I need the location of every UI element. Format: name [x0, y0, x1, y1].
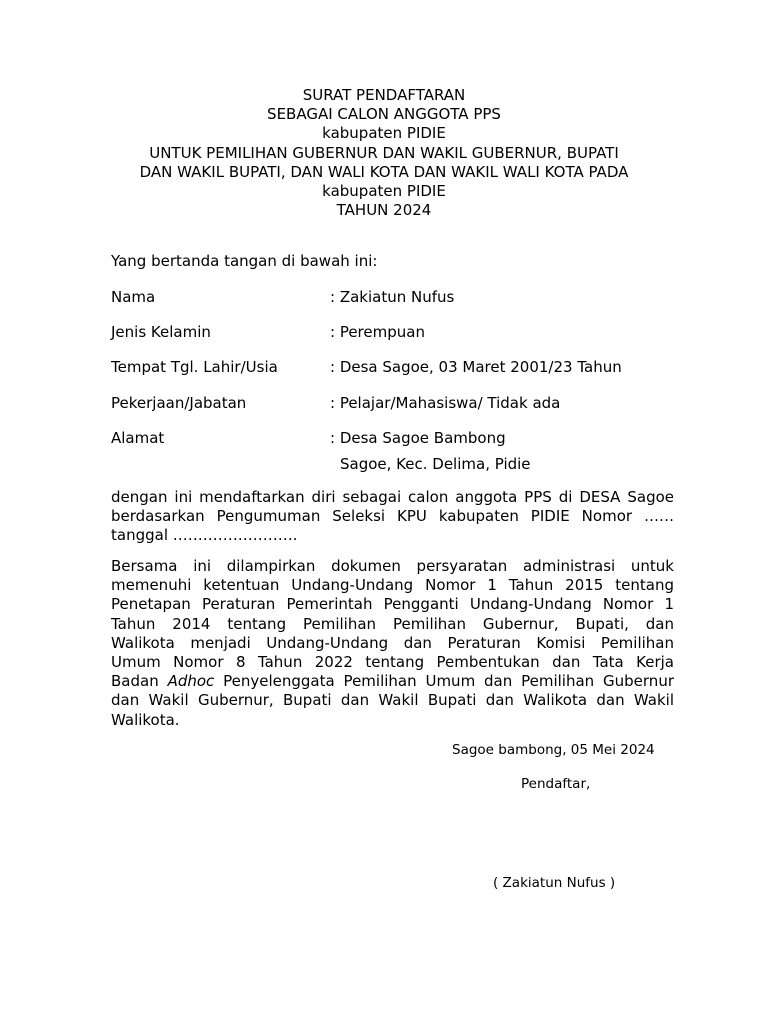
title-line-4: UNTUK PEMILIHAN GUBERNUR DAN WAKIL GUBERNUR, BUPATI	[149, 143, 619, 162]
document-title	[0, 86, 768, 220]
paragraph-line: Umum Nomor 8 Tahun 2022 tentang Pembentukan dan Tata Kerja	[111, 653, 674, 672]
italic-word: Adhoc	[167, 672, 215, 691]
paragraph-line: Penetapan Peraturan Pemerintah Pengganti Undang-Undang Nomor 1	[111, 595, 674, 614]
field-label: Pekerjaan/Jabatan	[111, 394, 247, 412]
title-line-3: kabupaten PIDIE	[322, 124, 446, 143]
title-line-5: DAN WAKIL BUPATI, DAN WALI KOTA DAN WAKIL WALI KOTA PADA	[139, 162, 629, 181]
paragraph-registration	[111, 488, 674, 546]
field-value: : Desa Sagoe, 03 Maret 2001/23 Tahun	[330, 358, 622, 376]
title-line-7: TAHUN 2024	[336, 201, 432, 220]
title-line-6: kabupaten PIDIE	[322, 182, 446, 201]
field-label: Jenis Kelamin	[111, 323, 211, 341]
paragraph-line: memenuhi ketentuan Undang-Undang Nomor 1 Tahun 2015 tentang	[111, 576, 674, 595]
paragraph-line: Walikota.	[111, 710, 180, 729]
registrant-label: Pendaftar,	[521, 776, 591, 792]
title-line-1: SURAT PENDAFTARAN	[302, 86, 466, 104]
place-date: Sagoe bambong, 05 Mei 2024	[452, 742, 655, 758]
field-label: Tempat Tgl. Lahir/Usia	[111, 358, 278, 376]
paragraph-line	[111, 672, 674, 691]
signer-name: ( Zakiatun Nufus )	[493, 875, 616, 891]
field-value: : Desa Sagoe Bambong	[330, 429, 506, 447]
paragraph-line: Tahun 2014 tentang Pemilihan Pemilihan Gubernur, Bupati, dan	[111, 614, 674, 633]
field-value: : Zakiatun Nufus	[330, 288, 455, 306]
paragraph-line: dan Wakil Gubernur, Bupati dan Wakil Bupati dan Walikota dan Wakil	[111, 691, 674, 710]
paragraph-line: tanggal …………………….	[111, 526, 298, 545]
intro-text: Yang bertanda tangan di bawah ini:	[111, 252, 378, 270]
line-text: Penyelenggata Pemilihan Umum dan Pemilihan Gubernur	[214, 672, 674, 691]
field-label: Alamat	[111, 429, 165, 447]
paragraph-line: dengan ini mendaftarkan diri sebagai calon anggota PPS di DESA Sagoe	[111, 488, 674, 506]
field-value: : Perempuan	[330, 323, 425, 341]
paragraph-line: berdasarkan Pengumuman Seleksi KPU kabupaten PIDIE Nomor ……	[111, 507, 674, 526]
paragraph-line: Walikota menjadi Undang-Undang dan Peraturan Komisi Pemilihan	[111, 633, 674, 652]
field-value-continuation: Sagoe, Kec. Delima, Pidie	[340, 455, 531, 473]
field-label: Nama	[111, 288, 156, 306]
field-value: : Pelajar/Mahasiswa/ Tidak ada	[330, 394, 561, 412]
paragraph-attachments	[111, 557, 674, 730]
title-line-2: SEBAGAI CALON ANGGOTA PPS	[267, 105, 501, 124]
paragraph-line: Bersama ini dilampirkan dokumen persyaratan administrasi untuk	[111, 557, 674, 575]
line-text: Badan	[111, 672, 168, 691]
